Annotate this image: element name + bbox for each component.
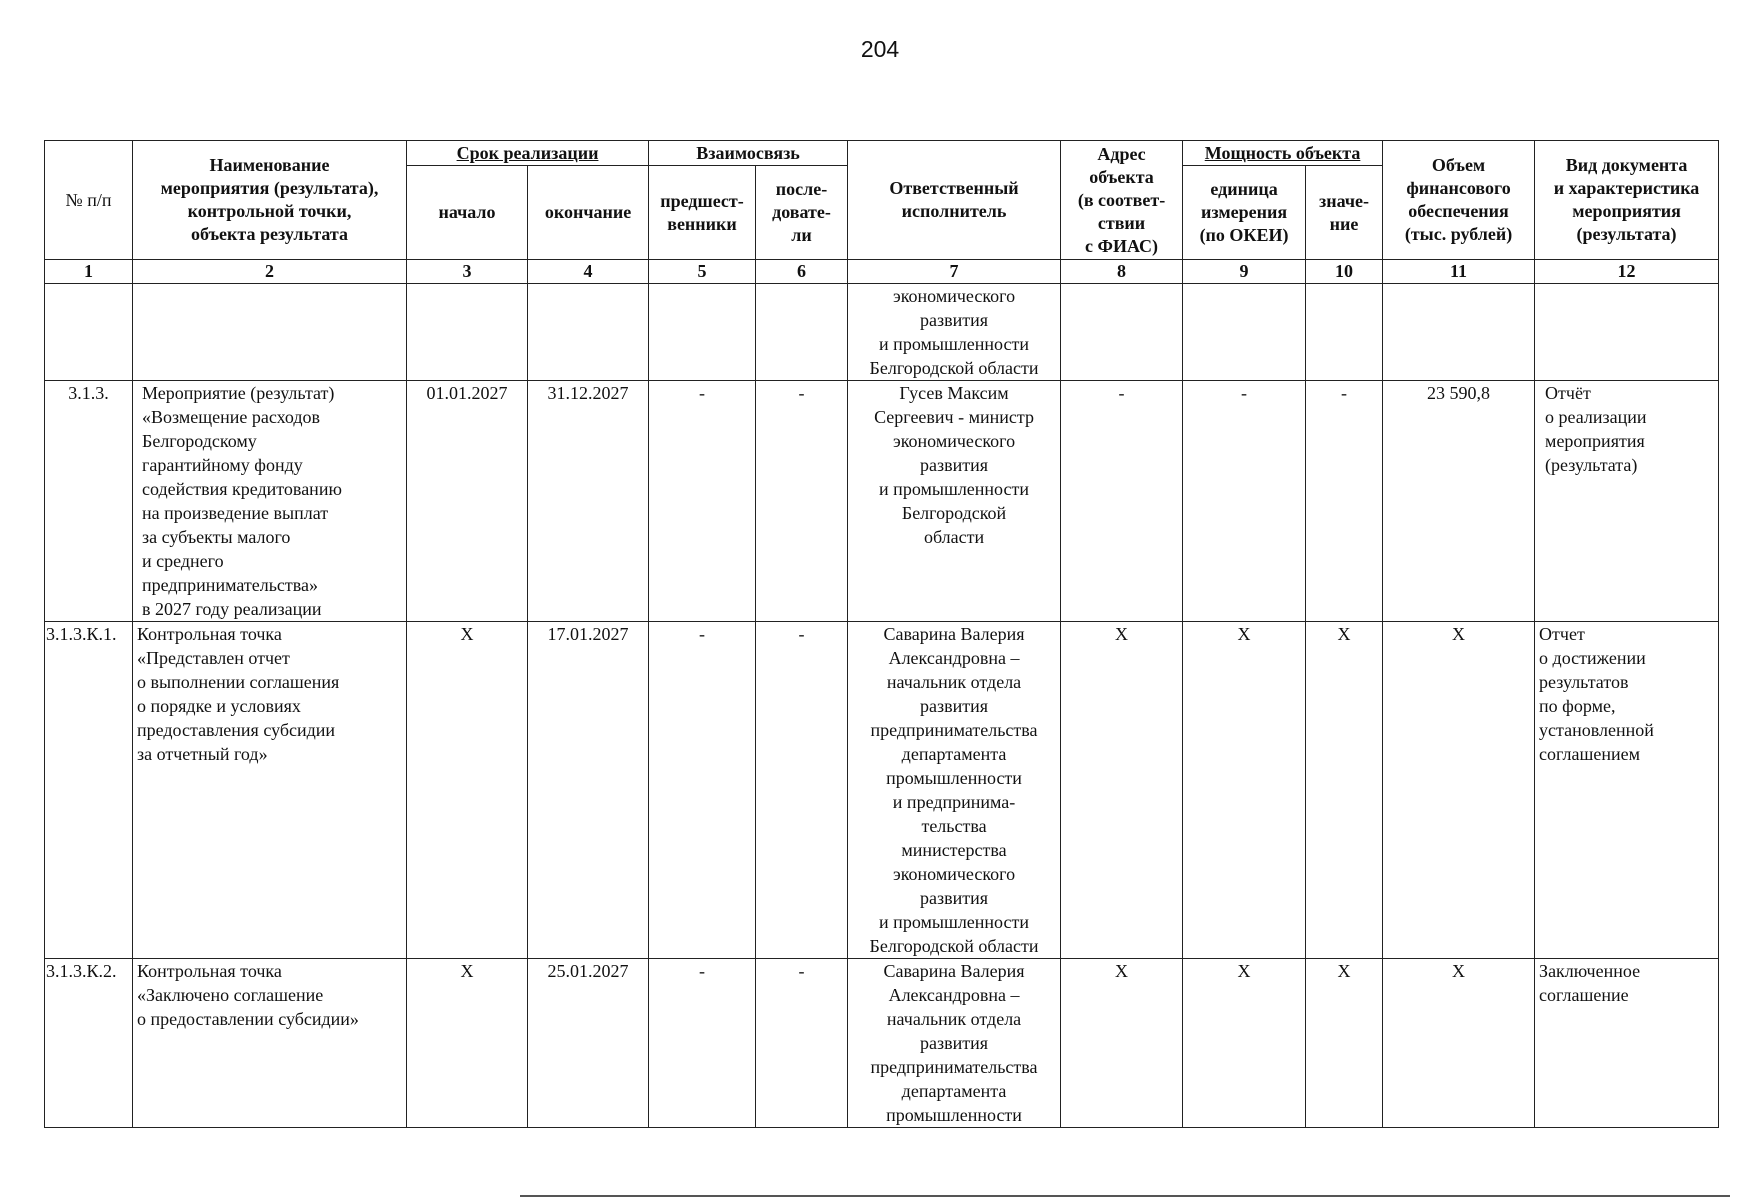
column-number: 7 (848, 260, 1061, 284)
cell-end (528, 284, 649, 381)
header-group-relations: Взаимосвязь (649, 141, 848, 166)
cell-value: X (1306, 622, 1383, 959)
cell-address: - (1061, 381, 1183, 622)
table-row (45, 959, 1719, 1128)
cell-responsible: Саварина Валерия Александровна – начальник отдела развития предпринимательства департамента промышленности (848, 959, 1061, 1128)
header-end: окончание (528, 166, 649, 260)
column-number: 8 (1061, 260, 1183, 284)
cell-predecessors (649, 284, 756, 381)
cell-number: 3.1.3. (45, 381, 133, 622)
column-number: 11 (1383, 260, 1535, 284)
cell-volume: X (1383, 959, 1535, 1128)
header-unit: единица измерения (по ОКЕИ) (1183, 166, 1306, 260)
cell-start: X (407, 959, 528, 1128)
column-number: 9 (1183, 260, 1306, 284)
column-number: 1 (45, 260, 133, 284)
cell-unit: X (1183, 959, 1306, 1128)
cell-end: 31.12.2027 (528, 381, 649, 622)
table-row (45, 381, 1719, 622)
cell-start: 01.01.2027 (407, 381, 528, 622)
header-row-groups (45, 141, 1719, 166)
cell-unit (1183, 284, 1306, 381)
page-number: 204 (860, 36, 900, 62)
header-predecessors: предшест- венники (649, 166, 756, 260)
column-number: 6 (756, 260, 848, 284)
cell-start: X (407, 622, 528, 959)
column-number: 5 (649, 260, 756, 284)
cell-responsible: Гусев Максим Сергеевич - министр экономического развития и промышленности Белгородской области (848, 381, 1061, 622)
cell-name: Контрольная точка «Представлен отчет о выполнении соглашения о порядке и условиях предоставления субсидии за отчетный год» (133, 622, 407, 959)
cell-document: Заключенное соглашение (1535, 959, 1719, 1128)
plan-table (44, 140, 1719, 1128)
cell-predecessors: - (649, 959, 756, 1128)
cell-responsible: Саварина Валерия Александровна – начальник отдела развития предпринимательства департамента промышленности и предпринима- тельства министерства экономического развития и промышленности Белгородской области (848, 622, 1061, 959)
cell-address (1061, 284, 1183, 381)
cell-successors: - (756, 622, 848, 959)
cell-value: - (1306, 381, 1383, 622)
cell-value (1306, 284, 1383, 381)
header-start: начало (407, 166, 528, 260)
cell-successors: - (756, 381, 848, 622)
header-group-period: Срок реализации (407, 141, 649, 166)
cell-volume (1383, 284, 1535, 381)
cell-value: X (1306, 959, 1383, 1128)
header-successors: после- довате- ли (756, 166, 848, 260)
column-number: 12 (1535, 260, 1719, 284)
header-column-numbers (45, 260, 1719, 284)
cell-predecessors: - (649, 622, 756, 959)
cell-address: X (1061, 622, 1183, 959)
column-number: 3 (407, 260, 528, 284)
header-volume: Объем финансового обеспечения (тыс. рублей) (1383, 141, 1535, 260)
cell-name (133, 284, 407, 381)
cell-successors (756, 284, 848, 381)
cell-unit: X (1183, 622, 1306, 959)
header-responsible: Ответственный исполнитель (848, 141, 1061, 260)
column-number: 2 (133, 260, 407, 284)
cell-document: Отчёт о реализации мероприятия (результата) (1535, 381, 1719, 622)
cell-number: 3.1.3.К.1. (45, 622, 133, 959)
header-address: Адрес объекта (в соответ- ствии с ФИАС) (1061, 141, 1183, 260)
table-row (45, 622, 1719, 959)
bottom-rule (520, 1195, 1730, 1197)
cell-end: 25.01.2027 (528, 959, 649, 1128)
cell-number: 3.1.3.К.2. (45, 959, 133, 1128)
cell-start (407, 284, 528, 381)
header-group-capacity: Мощность объекта (1183, 141, 1383, 166)
cell-number (45, 284, 133, 381)
column-number: 10 (1306, 260, 1383, 284)
cell-successors: - (756, 959, 848, 1128)
cell-document: Отчет о достижении результатов по форме, установленной соглашением (1535, 622, 1719, 959)
cell-responsible: экономического развития и промышленности Белгородской области (848, 284, 1061, 381)
header-number: № п/п (45, 141, 133, 260)
cell-volume: X (1383, 622, 1535, 959)
cell-address: X (1061, 959, 1183, 1128)
header-document: Вид документа и характеристика мероприятия (результата) (1535, 141, 1719, 260)
cell-predecessors: - (649, 381, 756, 622)
header-value: значе- ние (1306, 166, 1383, 260)
cell-document (1535, 284, 1719, 381)
cell-unit: - (1183, 381, 1306, 622)
cell-volume: 23 590,8 (1383, 381, 1535, 622)
cell-end: 17.01.2027 (528, 622, 649, 959)
cell-name: Контрольная точка «Заключено соглашение о предоставлении субсидии» (133, 959, 407, 1128)
table-row (45, 284, 1719, 381)
cell-name: Мероприятие (результат) «Возмещение расходов Белгородскому гарантийному фонду содействия кредитованию на произведение выплат за субъекты малого и среднего предпринимательства» в 2027 году реализации (133, 381, 407, 622)
header-name: Наименование мероприятия (результата), контрольной точки, объекта результата (133, 141, 407, 260)
column-number: 4 (528, 260, 649, 284)
